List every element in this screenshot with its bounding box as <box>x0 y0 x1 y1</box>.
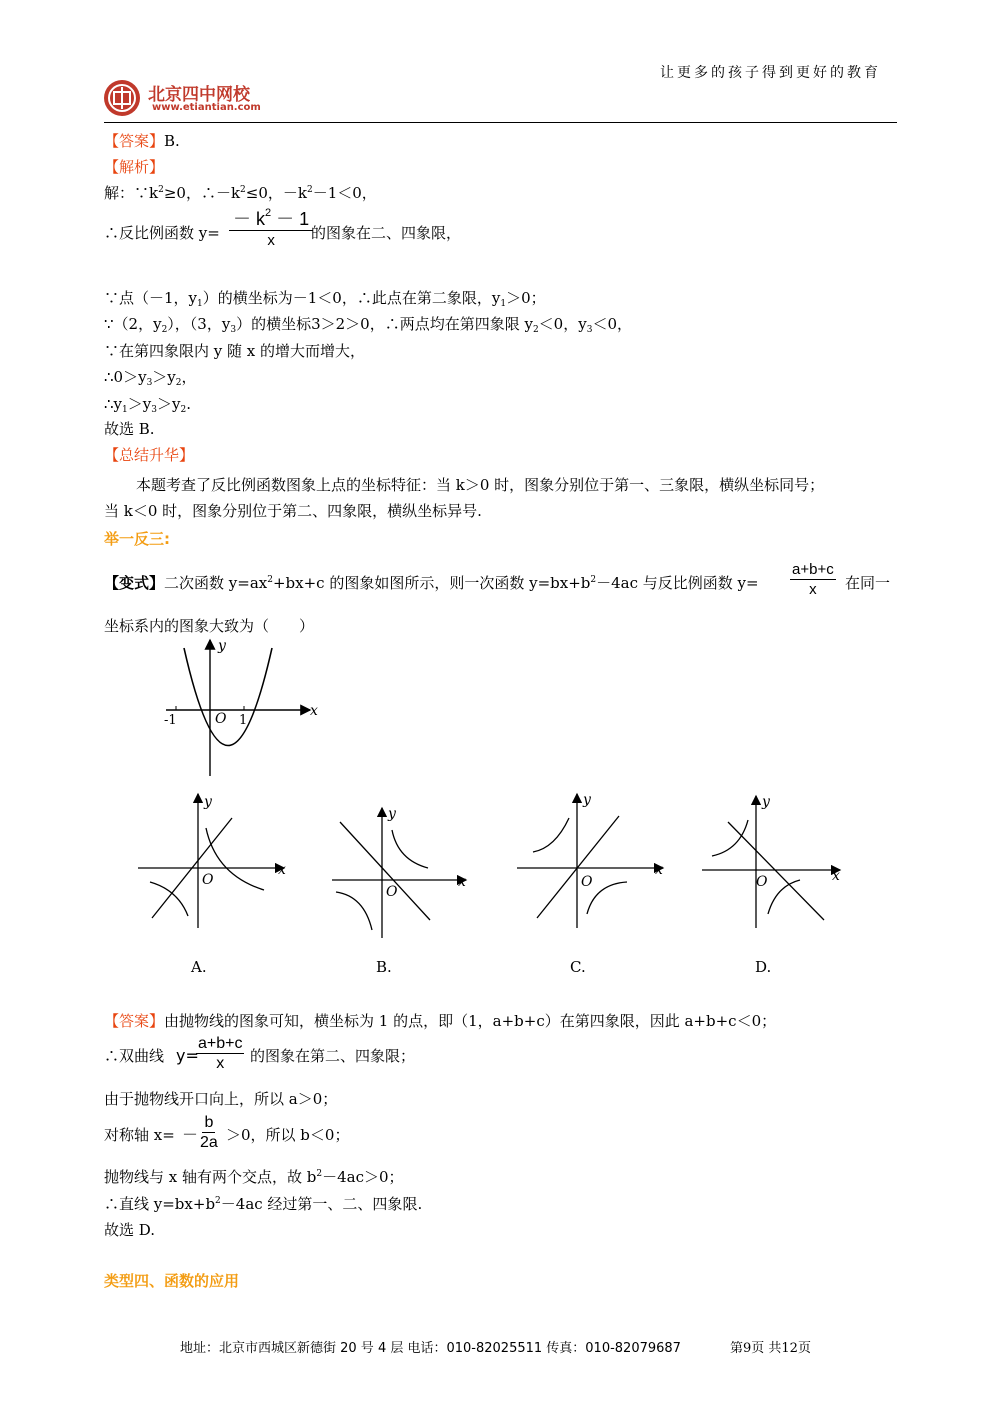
parabola-y-label: y <box>218 638 226 654</box>
option-b-o: O <box>386 884 398 900</box>
option-d-x: x <box>832 868 840 884</box>
option-c-x: x <box>655 862 663 878</box>
answer-value: B. <box>164 132 180 150</box>
section-title-type4: 类型四、函数的应用 <box>104 1272 240 1290</box>
section-title-variant: 举一反三: <box>104 530 170 548</box>
analysis-line-5: ∵在第四象限内 y 随 x 的增大而增大， <box>104 342 366 360</box>
summary-line-1: 本题考查了反比例函数图象上点的坐标特征：当 k＞0 时，图象分别位于第一、三象限，横纵坐标同号； <box>136 476 825 494</box>
analysis-line-2-pre: ∴反比例函数 y= <box>104 224 220 242</box>
q2-fraction-abc: $\frac{a+b+c}{x}$ <box>198 1035 243 1072</box>
analysis-line-4: ∵（2，$y_2$），（3，$y_3$）的横坐标3＞2＞0，∴两点均在第四象限 $y_2<0$，$y_3<0$， <box>104 315 632 335</box>
option-b-graph <box>330 800 490 940</box>
analysis-line-6: $\therefore 0>y_3>y_2$， <box>104 368 197 388</box>
option-d-graph <box>700 790 860 930</box>
footer-page: 第9页 共12页 <box>730 1341 811 1356</box>
option-c-graph <box>515 790 675 930</box>
q2-answer-line-7: 故选 D. <box>104 1221 156 1239</box>
option-a-x: x <box>278 862 286 878</box>
option-a-y: y <box>204 794 212 810</box>
answer-tag: 【答案】 <box>104 132 165 150</box>
q2-minus: － <box>182 1125 199 1144</box>
analysis-line-1: 解：$\because k^2\ge 0$，$\therefore-k^2\le 0$，$-k^2-1<0$， <box>104 184 377 202</box>
q2-answer-line-6: ∴直线 $y=bx+b^2-4ac$ 经过第一、二、四象限. <box>104 1195 423 1213</box>
variant-line-1-end: 在同一 <box>845 574 891 592</box>
option-c-label[interactable]: C. <box>570 958 586 976</box>
q2-answer-line-4-post: ＞0，所以 b＜0； <box>226 1126 350 1144</box>
analysis-line-7: $\therefore y_1>y_3>y_2$. <box>104 395 191 415</box>
logo-name: 北京四中网校 <box>148 85 250 105</box>
option-b-y: y <box>388 806 396 822</box>
logo <box>102 78 282 118</box>
parabola-tick-pos: 1 <box>239 713 248 728</box>
footer-address: 地址：北京市西城区新德街 20 号 4 层 电话：010-82025511 传真：010-82079687 <box>180 1341 681 1356</box>
header-rule <box>104 122 897 123</box>
header-slogan: 让更多的孩子得到更好的教育 <box>660 65 881 81</box>
logo-url: www.etiantian.com <box>152 102 261 113</box>
variant-line-1: 【变式】二次函数 $y=ax^2+bx+c$ 的图象如图所示，则一次函数 $y=bx+b^2-4ac$ 与反比例函数 y= <box>104 574 759 592</box>
parabola-tick-neg: -1 <box>164 713 177 728</box>
summary-line-2: 当 k＜0 时，图象分别位于第二、四象限，横纵坐标异号. <box>104 502 482 520</box>
analysis-tag: 【解析】 <box>104 158 165 176</box>
variant-line-2: 坐标系内的图象大致为（ ） <box>104 617 315 635</box>
parabola-figure <box>158 638 328 778</box>
fraction-abc-over-x: $\frac{a+b+c}{x}$ <box>792 561 834 598</box>
q2-answer-line-5: 抛物线与 x 轴有两个交点，故 $b^2-4ac>0$； <box>104 1168 404 1186</box>
option-b-label[interactable]: B. <box>376 958 392 976</box>
parabola-x-label: x <box>310 703 318 719</box>
q2-answer-line-2-y: y= <box>176 1046 199 1065</box>
fraction-neg-k2-minus-1: － $k^2 - 1$ x <box>229 210 313 250</box>
q2-answer-line-4-pre: 对称轴 x= <box>104 1126 175 1144</box>
q2-answer-line-2-pre: ∴双曲线 <box>104 1047 165 1065</box>
q2-answer-line-3: 由于抛物线开口向上，所以 a＞0； <box>104 1090 338 1108</box>
option-d-y: y <box>762 794 770 810</box>
analysis-line-2-post: 的图象在二、四象限， <box>311 224 462 242</box>
option-a-graph <box>136 790 296 930</box>
option-d-label[interactable]: D. <box>755 958 772 976</box>
analysis-line-8: 故选 B. <box>104 420 155 438</box>
q2-fraction-b-2a: $\frac{b}{2a}$ <box>200 1114 218 1151</box>
q2-answer-line-1: 【答案】由抛物线的图象可知，横坐标为 1 的点，即（1，a+b+c）在第四象限，因此 a+b+c＜0； <box>104 1012 777 1030</box>
option-d-o: O <box>756 874 768 890</box>
parabola-origin: O <box>215 711 227 727</box>
option-c-o: O <box>581 874 593 890</box>
answer-line <box>104 130 180 151</box>
summary-tag: 【总结升华】 <box>104 446 195 464</box>
option-a-o: O <box>202 872 214 888</box>
q2-answer-line-2-post: 的图象在第二、四象限； <box>250 1047 416 1065</box>
option-a-label[interactable]: A. <box>191 958 207 976</box>
logo-emblem-icon <box>102 78 142 118</box>
option-b-x: x <box>458 874 466 890</box>
analysis-line-3: ∵点（－1，$y_1$）的横坐标为－1＜0，∴此点在第二象限，$y_1>0$； <box>104 289 546 309</box>
option-c-y: y <box>583 792 591 808</box>
